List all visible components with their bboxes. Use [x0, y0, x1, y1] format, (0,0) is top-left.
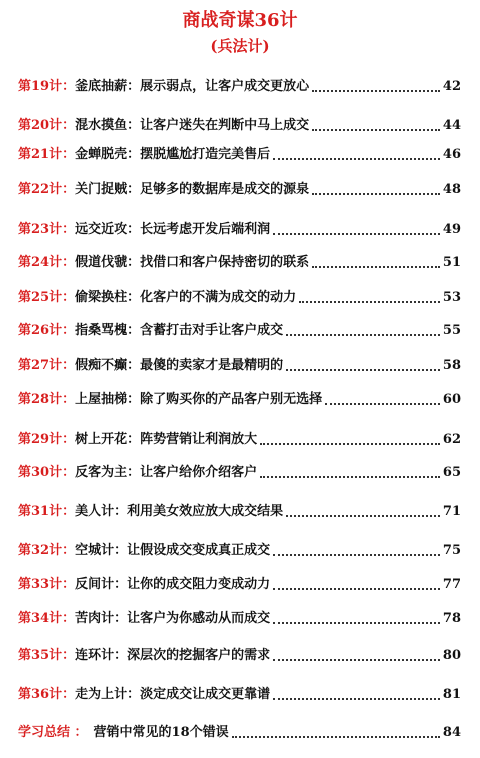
entry-description: 长远考虑开发后端利润 [140, 222, 271, 237]
entry-description: 足够多的数据库是成交的源泉 [140, 182, 310, 197]
page-number: 51 [442, 255, 461, 270]
summary-label: 学习总结 ： [18, 725, 88, 740]
page-number: 49 [442, 222, 461, 237]
toc-entry[interactable] [18, 540, 461, 560]
entry-name: 釜底抽薪： [75, 79, 141, 94]
page-number: 71 [442, 504, 461, 519]
toc-entry[interactable] [18, 355, 461, 375]
entry-number: 第28计： [18, 392, 76, 407]
entry-description: 利用美女效应放大成交结果 [127, 504, 284, 519]
entry-description: 化客户的不满为成交的动力 [140, 290, 297, 305]
dot-leader [260, 475, 440, 478]
entry-name: 金蝉脱壳： [75, 147, 141, 162]
toc-entry[interactable] [18, 76, 461, 96]
entry-name: 走为上计： [75, 687, 141, 702]
entry-name: 偷梁换柱： [75, 290, 141, 305]
dot-leader [312, 265, 440, 268]
entry-description: 让客户为你感动从而成交 [127, 611, 271, 626]
entry-description: 找借口和客户保持密切的联系 [140, 255, 310, 270]
entry-name: 反客为主： [75, 465, 141, 480]
toc-entry[interactable] [18, 574, 461, 594]
entry-number: 第23计： [18, 222, 76, 237]
entry-number: 第36计： [18, 687, 76, 702]
entry-number: 第26计： [18, 323, 76, 338]
dot-leader [273, 553, 440, 556]
page-number: 77 [442, 577, 461, 592]
entry-number: 第29计： [18, 432, 76, 447]
dot-leader [260, 442, 440, 445]
page-number: 65 [442, 465, 461, 480]
page-number: 62 [442, 432, 461, 447]
page-number: 46 [442, 147, 461, 162]
toc-entry[interactable] [18, 389, 461, 409]
entry-description: 淡定成交让成交更靠谱 [140, 687, 271, 702]
dot-leader [273, 587, 440, 590]
entry-name: 混水摸鱼： [75, 118, 141, 133]
dot-leader [325, 402, 440, 405]
entry-description: 让客户迷失在判断中马上成交 [140, 118, 310, 133]
entry-number: 第25计： [18, 290, 76, 305]
toc-entry[interactable] [18, 144, 461, 164]
entry-number: 第21计： [18, 147, 76, 162]
toc-entry[interactable] [18, 462, 461, 482]
dot-leader [273, 232, 440, 235]
page-number: 53 [442, 290, 461, 305]
entry-description: 让客户给你介绍客户 [140, 465, 258, 480]
entry-name: 上屋抽梯： [75, 392, 141, 407]
page-title: 商战奇谋36计 [182, 10, 298, 31]
page-number: 78 [442, 611, 461, 626]
toc-entry[interactable] [18, 115, 461, 135]
page-number: 81 [442, 687, 461, 702]
page-number: 80 [442, 648, 461, 663]
entry-name: 反间计： [75, 577, 128, 592]
entry-number: 第34计： [18, 611, 76, 626]
entry-description: 深层次的挖掘客户的需求 [127, 648, 271, 663]
page-subtitle: (兵法计) [210, 37, 270, 55]
entry-description: 营销中常见的18个错误 [93, 725, 229, 740]
entry-number: 第24计： [18, 255, 76, 270]
page-number: 60 [442, 392, 461, 407]
entry-description: 最傻的卖家才是最精明的 [140, 358, 284, 373]
toc-entry[interactable] [18, 608, 461, 628]
page-number: 75 [442, 543, 461, 558]
page-number: 48 [442, 182, 461, 197]
entry-name: 假道伐虢： [75, 255, 141, 270]
toc-entry[interactable] [18, 645, 461, 665]
dot-leader [312, 192, 440, 195]
entry-name: 美人计： [75, 504, 128, 519]
dot-leader [312, 128, 440, 131]
toc-entry[interactable] [18, 684, 461, 704]
toc-entry[interactable] [18, 320, 461, 340]
page-number: 58 [442, 358, 461, 373]
entry-name: 树上开花： [75, 432, 141, 447]
toc-entry[interactable] [18, 219, 461, 239]
entry-name: 连环计： [75, 648, 128, 663]
entry-number: 第33计： [18, 577, 76, 592]
dot-leader [286, 514, 440, 517]
dot-leader [273, 157, 440, 160]
entry-description: 含蓄打击对手让客户成交 [140, 323, 284, 338]
dot-leader [286, 333, 440, 336]
dot-leader [273, 621, 440, 624]
toc-summary-entry[interactable] [18, 722, 461, 742]
page-number: 84 [442, 725, 461, 740]
entry-name: 远交近攻： [75, 222, 141, 237]
entry-number: 第30计： [18, 465, 76, 480]
entry-description: 除了购买你的产品客户别无选择 [140, 392, 323, 407]
toc-entry[interactable] [18, 179, 461, 199]
dot-leader [312, 89, 440, 92]
entry-number: 第19计： [18, 79, 76, 94]
page-number: 55 [442, 323, 461, 338]
toc-entry[interactable] [18, 501, 461, 521]
entry-number: 第27计： [18, 358, 76, 373]
dot-leader [232, 735, 440, 738]
entry-name: 苦肉计： [75, 611, 128, 626]
entry-description: 摆脱尴尬打造完美售后 [140, 147, 271, 162]
dot-leader [273, 658, 440, 661]
entry-number: 第20计： [18, 118, 76, 133]
toc-entry[interactable] [18, 287, 461, 307]
entry-number: 第31计： [18, 504, 76, 519]
dot-leader [286, 368, 440, 371]
entry-name: 空城计： [75, 543, 128, 558]
entry-number: 第35计： [18, 648, 76, 663]
entry-description: 让假设成交变成真正成交 [127, 543, 271, 558]
entry-description: 展示弱点，让客户成交更放心 [140, 79, 310, 94]
toc-entry[interactable] [18, 252, 461, 272]
page-number: 42 [442, 79, 461, 94]
entry-number: 第22计： [18, 182, 76, 197]
entry-name: 关门捉贼： [75, 182, 141, 197]
entry-description: 阵势营销让利润放大 [140, 432, 258, 447]
entry-name: 指桑骂槐： [75, 323, 141, 338]
page-number: 44 [442, 118, 461, 133]
entry-description: 让你的成交阻力变成动力 [127, 577, 271, 592]
toc-entry[interactable] [18, 429, 461, 449]
dot-leader [299, 300, 440, 303]
entry-name: 假痴不癫： [75, 358, 141, 373]
entry-number: 第32计： [18, 543, 76, 558]
dot-leader [273, 697, 440, 700]
